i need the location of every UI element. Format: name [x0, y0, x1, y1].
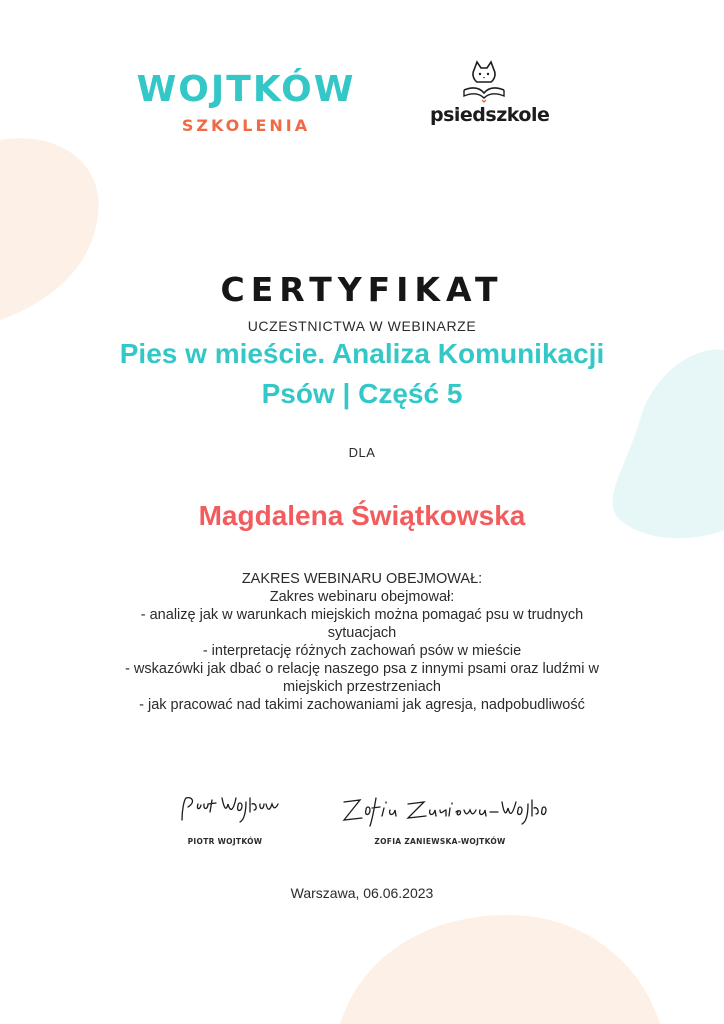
webinar-scope	[0, 570, 724, 714]
wojtkow-szkolenia-logo	[128, 70, 364, 135]
certificate-subtitle: UCZESTNICTWA W WEBINARZE	[247, 318, 477, 334]
signature-name-zofia: ZOFIA ZANIEWSKA-WOJTKÓW	[374, 837, 506, 846]
signature-block-piotr	[150, 790, 300, 846]
signature-zofia	[330, 790, 550, 830]
for-label: DLA	[348, 445, 376, 460]
signature-name-piotr: PIOTR WOJTKÓW	[187, 837, 263, 846]
recipient-name: Magdalena Świątkowska	[198, 500, 526, 531]
webinar-title	[0, 334, 724, 414]
scope-line: - analizę jak w warunkach miejskich można pomagać psu w trudnych	[140, 607, 584, 623]
certificate-title: CERTYFIKAT	[220, 270, 504, 309]
logo-psiedszkole-text: psiedszkole	[430, 104, 550, 126]
webinar-title-line-1: Pies w mieście. Analiza Komunikacji	[119, 338, 605, 369]
scope-line: - wskazówki jak dbać o relację naszego psa z innymi psami oraz ludźmi w	[125, 661, 599, 677]
webinar-title-line-2: Psów | Część 5	[261, 378, 463, 409]
scope-line: sytuacjach	[327, 625, 397, 641]
scope-line: - interpretację różnych zachowań psów w mieście	[202, 643, 522, 659]
scope-line: miejskich przestrzeniach	[283, 679, 441, 695]
dog-book-icon	[456, 60, 516, 104]
scope-line: Zakres webinaru obejmował:	[269, 589, 455, 605]
logo-szkolenia-text: SZKOLENIA	[181, 116, 311, 135]
signature-piotr	[170, 790, 280, 830]
scope-line: - jak pracować nad takimi zachowaniami jak agresja, nadpobudliwość	[139, 697, 585, 713]
logo-wojtkow-text: WOJTKÓW	[136, 69, 356, 110]
place-and-date: Warszawa, 06.06.2023	[290, 885, 434, 901]
psiedszkole-logo	[430, 60, 550, 126]
signature-block-zofia	[320, 790, 560, 846]
scope-heading: ZAKRES WEBINARU OBEJMOWAŁ:	[241, 571, 483, 587]
